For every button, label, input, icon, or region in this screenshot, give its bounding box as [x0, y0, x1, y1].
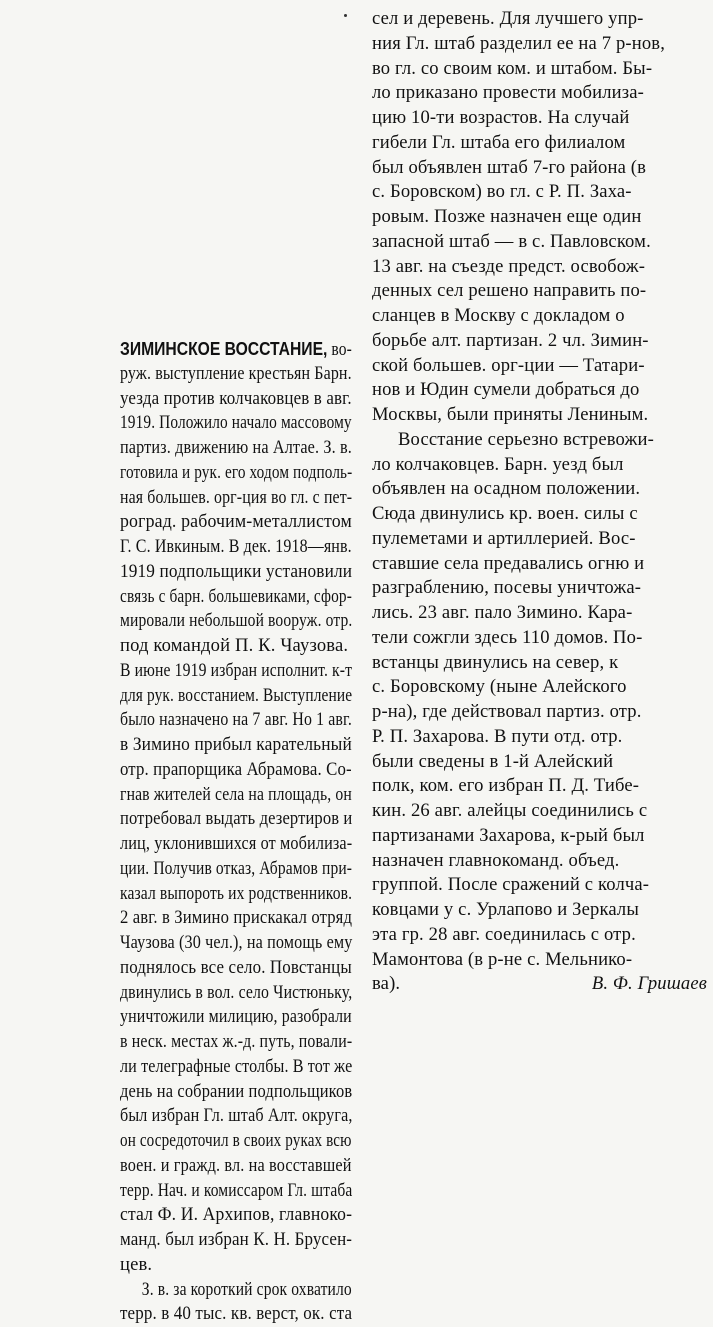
text-line: готовила и рук. его ходом подполь- — [120, 461, 310, 486]
text-line: был объявлен штаб 7-го района (в — [372, 156, 707, 181]
left-paragraph-2 — [120, 1278, 352, 1327]
text-line: Р. П. Захарова. В пути отд. отр. — [372, 725, 707, 750]
right-paragraph-2 — [372, 428, 707, 973]
text-line: уезда против колчаковцев в авг. — [120, 387, 332, 412]
text-line: воен. и гражд. вл. на восставшей — [120, 1154, 323, 1179]
text-line: Чаузова (30 чел.), на помощь ему — [120, 931, 322, 956]
text-line: с. Боровскому (ныне Алейского — [372, 675, 707, 700]
text-line: связь с барн. большевиками, сфор- — [120, 585, 312, 610]
text-line: эта гр. 28 авг. соединилась с отр. — [372, 923, 707, 948]
text-line: терр. Нач. и комиссаром Гл. штаба — [120, 1179, 314, 1204]
text-line: Сюда двинулись кр. воен. силы с — [372, 502, 707, 527]
text-line: в неск. местах ж.-д. путь, повали- — [120, 1030, 318, 1055]
text-line: партизанами Захарова, к-рый был — [372, 824, 707, 849]
text-line: тели сожгли здесь 110 домов. По- — [372, 626, 707, 651]
text-line: Москвы, были приняты Лениным. — [372, 403, 707, 428]
headword-line-rest: во- — [327, 339, 352, 360]
margin-mark — [344, 14, 347, 17]
text-line: запасной штаб — в с. Павловском. — [372, 230, 707, 255]
text-line: встанцы двинулись на север, к — [372, 651, 707, 676]
final-line — [372, 972, 707, 997]
text-line: разграблению, посевы уничтожа- — [372, 576, 707, 601]
text-line: с. Боровском) во гл. с Р. П. Заха- — [372, 180, 707, 205]
text-line: ции. Получив отказ, Абрамов при- — [120, 857, 314, 882]
text-line: под командой П. К. Чаузова. — [120, 634, 352, 659]
text-line: лись. 23 авг. пало Зимино. Кара- — [372, 601, 707, 626]
text-line: борьбе алт. партизан. 2 чл. Зимин- — [372, 329, 707, 354]
text-line: назначен главнокоманд. объед. — [372, 849, 707, 874]
text-line: нов и Юдин сумели добраться до — [372, 378, 707, 403]
left-paragraph-1 — [120, 362, 352, 1278]
text-line: был избран Гл. штаб Алт. округа, — [120, 1104, 321, 1129]
text-line: Восстание серьезно встревожи- — [372, 428, 707, 453]
text-line: сланцев в Москву с докладом о — [372, 304, 707, 329]
text-line: ло приказано провести мобилиза- — [372, 81, 707, 106]
text-line: были сведены в 1-й Алейский — [372, 750, 707, 775]
text-line: терр. в 40 тыс. кв. верст, ок. ста — [120, 1302, 332, 1327]
text-line: руж. выступление крестьян Барн. — [120, 362, 319, 387]
text-line: ставшие села предавались огню и — [372, 552, 707, 577]
text-line: он сосредоточил в своих руках всю — [120, 1129, 309, 1154]
text-line: казал выпороть их родственников. — [120, 882, 314, 907]
text-line: З. в. за короткий срок охватило — [120, 1278, 314, 1303]
text-line: кин. 26 авг. алейцы соединились с — [372, 799, 707, 824]
text-line: день на собрании подпольщиков — [120, 1080, 325, 1105]
text-line: группой. После сражений с колча- — [372, 873, 707, 898]
left-column — [120, 337, 352, 1327]
text-line: сел и деревень. Для лучшего упр- — [372, 7, 707, 32]
text-line: полк, ком. его избран П. Д. Тибе- — [372, 774, 707, 799]
final-line-text: ва). — [372, 973, 400, 994]
text-line: 1919. Положило начало массовому — [120, 411, 312, 436]
text-line: двинулись в вол. село Чистюньку, — [120, 981, 317, 1006]
right-column — [372, 7, 707, 997]
text-line: было назначено на 7 авг. Но 1 авг. — [120, 708, 318, 733]
text-line: гнав жителей села на площадь, он — [120, 783, 316, 808]
text-line: лиц, уклонившихся от мобилиза- — [120, 832, 322, 857]
text-line: ковцами у с. Урлапово и Зеркалы — [372, 898, 707, 923]
text-line: Г. С. Ивкиным. В дек. 1918—янв. — [120, 535, 319, 560]
text-line: ли телеграфные столбы. В тот же — [120, 1055, 321, 1080]
text-line: потребовал выдать дезертиров и — [120, 807, 326, 832]
text-line: Мамонтова (в р-не с. Мельнико- — [372, 948, 707, 973]
text-line: в Зимино прибыл карательный — [120, 733, 337, 758]
text-line: ской большев. орг-ции — Татари- — [372, 354, 707, 379]
text-line: во гл. со своим ком. и штабом. Бы- — [372, 57, 707, 82]
text-line: мировали небольшой вооруж. отр. — [120, 609, 314, 634]
text-line: денных сел решено направить по- — [372, 279, 707, 304]
text-line: В июне 1919 избран исполнит. к-т — [120, 659, 316, 684]
article-headword: ЗИМИНСКОЕ ВОССТАНИЕ, — [120, 338, 327, 359]
text-line: цию 10-ти возрастов. На случай — [372, 106, 707, 131]
text-line: ло колчаковцев. Барн. уезд был — [372, 453, 707, 478]
text-line: поднялось все село. Повстанцы — [120, 956, 331, 981]
text-line: манд. был избран К. Н. Брусен- — [120, 1228, 332, 1253]
text-line: ния Гл. штаб разделил ее на 7 р-нов, — [372, 32, 707, 57]
text-line: уничтожили милицию, разобрали — [120, 1005, 319, 1030]
text-line: роград. рабочим-металлистом — [120, 510, 342, 535]
text-line: 13 авг. на съезде предст. освобож- — [372, 255, 707, 280]
text-line: р-на), где действовал партиз. отр. — [372, 700, 707, 725]
text-line: ровым. Позже назначен еще один — [372, 205, 707, 230]
text-line: пулеметами и артиллерией. Вос- — [372, 527, 707, 552]
text-line: для рук. восстанием. Выступление — [120, 684, 312, 709]
text-line: гибели Гл. штаба его филиалом — [372, 131, 707, 156]
text-line: объявлен на осадном положении. — [372, 477, 707, 502]
right-paragraph-1 — [372, 7, 707, 428]
text-line: отр. прапорщика Абрамова. Со- — [120, 758, 329, 783]
text-line: 1919 подпольщики установили — [120, 560, 335, 585]
headword-line — [120, 337, 314, 362]
text-line: ная большев. орг-ция во гл. с пет- — [120, 486, 318, 511]
text-line: стал Ф. И. Архипов, главноко- — [120, 1203, 340, 1228]
article-author: В. Ф. Гришаев — [592, 972, 707, 997]
text-line: 2 авг. в Зимино прискакал отряд — [120, 906, 328, 931]
text-line: цев. — [120, 1253, 352, 1278]
text-line: партиз. движению на Алтае. З. в. — [120, 436, 322, 461]
